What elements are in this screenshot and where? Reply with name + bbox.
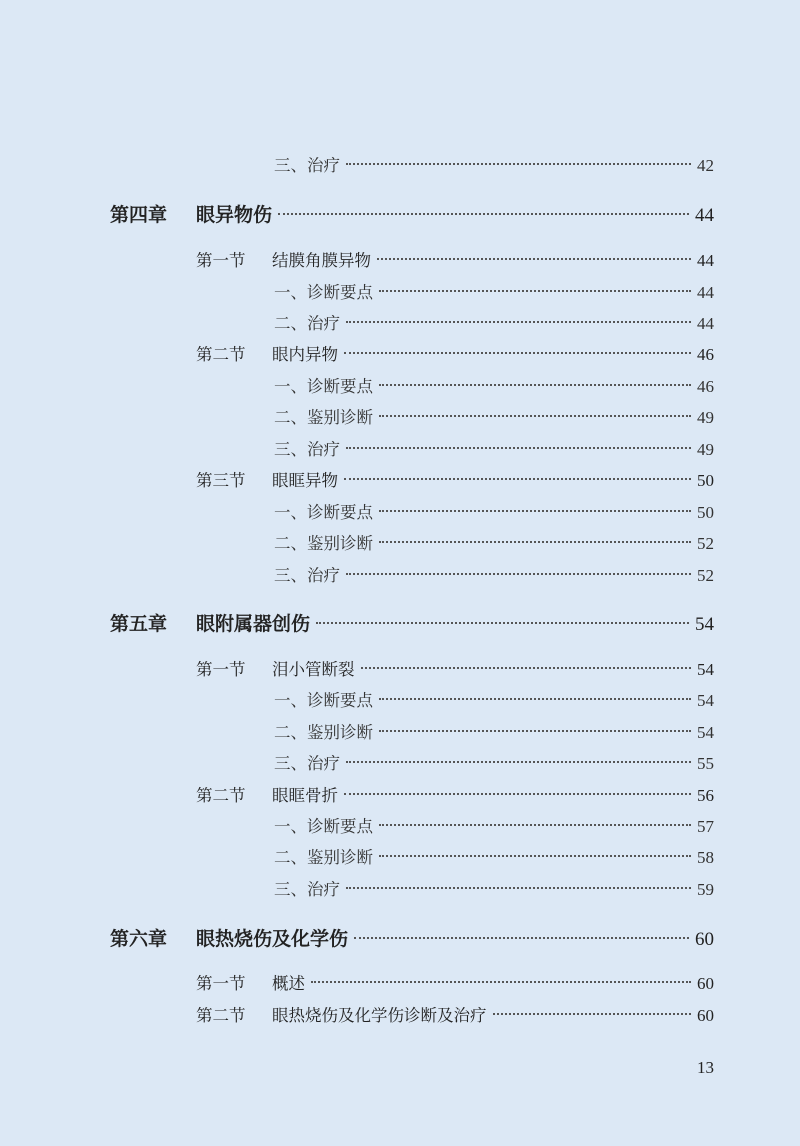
dot-leader <box>346 761 691 763</box>
toc-entry-title: 眼眶骨折 <box>272 786 338 805</box>
toc-entry-title: 二、治疗 <box>274 314 340 333</box>
toc-item-row[interactable] <box>274 562 714 590</box>
toc-entry-title: 一、诊断要点 <box>274 691 373 710</box>
toc-entry-page: 52 <box>697 534 714 553</box>
toc-item-row[interactable] <box>274 687 714 715</box>
toc-entry-title: 二、鉴别诊断 <box>274 534 373 553</box>
toc-entry-page: 60 <box>695 929 714 950</box>
toc-section-row[interactable] <box>196 247 714 275</box>
toc-entry-page: 57 <box>697 817 714 836</box>
toc-section-row[interactable] <box>196 970 714 998</box>
dot-leader <box>311 981 691 983</box>
toc-entry-page: 44 <box>697 283 714 302</box>
dot-leader <box>346 321 691 323</box>
toc-entry-page: 56 <box>697 786 714 805</box>
toc-entry-label: 第三节 <box>196 471 246 490</box>
toc-entry-page: 42 <box>697 156 714 175</box>
toc-entry-page: 60 <box>697 1006 714 1025</box>
toc-entry-page: 59 <box>697 880 714 899</box>
toc-entry-page: 50 <box>697 503 714 522</box>
page-number: 13 <box>697 1058 714 1077</box>
dot-leader <box>346 163 691 165</box>
toc-entry-label: 第五章 <box>110 613 168 635</box>
toc-entry-title: 二、鉴别诊断 <box>274 723 373 742</box>
toc-entry-page: 44 <box>697 251 714 270</box>
toc-entry-page: 55 <box>697 754 714 773</box>
toc-item-row[interactable] <box>274 310 714 338</box>
toc-entry-label: 第二节 <box>196 1006 246 1025</box>
toc-entry-page: 46 <box>697 377 714 396</box>
toc-item-row[interactable] <box>274 876 714 904</box>
toc-entry-title: 眼眶异物 <box>272 471 338 490</box>
dot-leader <box>377 258 691 260</box>
toc-entry-page: 50 <box>697 471 714 490</box>
dot-leader <box>316 622 689 624</box>
toc-chapter-row[interactable] <box>110 925 714 953</box>
toc-item-row[interactable] <box>274 436 714 464</box>
toc-entry-page: 52 <box>697 566 714 585</box>
toc-entry-title: 眼附属器创伤 <box>196 613 311 635</box>
toc-entry-title: 一、诊断要点 <box>274 283 373 302</box>
dot-leader <box>379 384 691 386</box>
toc-section-row[interactable] <box>196 467 714 495</box>
dot-leader <box>379 290 691 292</box>
toc-section-row[interactable] <box>196 782 714 810</box>
toc-item-row[interactable] <box>274 499 714 527</box>
dot-leader <box>379 698 691 700</box>
toc-entry-title: 三、治疗 <box>274 566 340 585</box>
toc-entry-label: 第一节 <box>196 660 246 679</box>
toc-entry-title: 一、诊断要点 <box>274 377 373 396</box>
toc-entry-page: 49 <box>697 440 714 459</box>
toc-entry-label: 第一节 <box>196 974 246 993</box>
toc-entry-label: 第二节 <box>196 345 246 364</box>
toc-entry-title: 二、鉴别诊断 <box>274 408 373 427</box>
dot-leader <box>379 855 691 857</box>
toc-entry-page: 54 <box>697 660 714 679</box>
toc-entry-page: 54 <box>695 614 714 635</box>
dot-leader <box>344 478 691 480</box>
toc-entry-page: 60 <box>697 974 714 993</box>
toc-entry-label: 第二节 <box>196 786 246 805</box>
dot-leader <box>379 415 691 417</box>
toc-section-row[interactable] <box>196 341 714 369</box>
toc-item-row[interactable] <box>274 719 714 747</box>
toc-entry-label: 第六章 <box>110 928 168 950</box>
toc-entry-title: 三、治疗 <box>274 440 340 459</box>
toc-item-row[interactable] <box>274 750 714 778</box>
toc-item-row[interactable] <box>274 152 714 180</box>
toc-entry-title: 三、治疗 <box>274 156 340 175</box>
dot-leader <box>379 730 691 732</box>
dot-leader <box>344 352 691 354</box>
toc-entry-title: 眼热烧伤及化学伤 <box>196 928 349 950</box>
toc-item-row[interactable] <box>274 530 714 558</box>
toc-entry-title: 概述 <box>272 974 305 993</box>
toc-entry-title: 眼内异物 <box>272 345 338 364</box>
dot-leader <box>379 824 691 826</box>
dot-leader <box>278 213 689 215</box>
toc-entry-page: 49 <box>697 408 714 427</box>
toc-item-row[interactable] <box>274 844 714 872</box>
toc-entry-page: 44 <box>695 205 714 226</box>
dot-leader <box>493 1013 692 1015</box>
toc-entry-title: 三、治疗 <box>274 754 340 773</box>
toc-item-row[interactable] <box>274 373 714 401</box>
toc-chapter-row[interactable] <box>110 610 714 638</box>
toc-item-row[interactable] <box>274 404 714 432</box>
toc-entry-label: 第四章 <box>110 204 168 226</box>
toc-entry-title: 二、鉴别诊断 <box>274 848 373 867</box>
dot-leader <box>354 937 689 939</box>
toc-entry-page: 58 <box>697 848 714 867</box>
toc-entry-title: 一、诊断要点 <box>274 503 373 522</box>
toc-entry-page: 46 <box>697 345 714 364</box>
dot-leader <box>361 667 692 669</box>
toc-item-row[interactable] <box>274 279 714 307</box>
toc-section-row[interactable] <box>196 1002 714 1030</box>
dot-leader <box>344 793 691 795</box>
dot-leader <box>346 573 691 575</box>
toc-entry-title: 三、治疗 <box>274 880 340 899</box>
dot-leader <box>346 447 691 449</box>
toc-entry-page: 54 <box>697 691 714 710</box>
dot-leader <box>346 887 691 889</box>
toc-entry-label: 第一节 <box>196 251 246 270</box>
toc-section-row[interactable] <box>196 656 714 684</box>
toc-entry-title: 眼异物伤 <box>196 204 273 226</box>
toc-chapter-row[interactable] <box>110 201 714 229</box>
dot-leader <box>379 541 691 543</box>
toc-entry-title: 眼热烧伤及化学伤诊断及治疗 <box>272 1006 487 1025</box>
toc-entry-title: 一、诊断要点 <box>274 817 373 836</box>
toc-entry-page: 44 <box>697 314 714 333</box>
toc-entry-title: 泪小管断裂 <box>272 660 355 679</box>
toc-entry-title: 结膜角膜异物 <box>272 251 371 270</box>
toc-entry-page: 54 <box>697 723 714 742</box>
dot-leader <box>379 510 691 512</box>
toc-item-row[interactable] <box>274 813 714 841</box>
